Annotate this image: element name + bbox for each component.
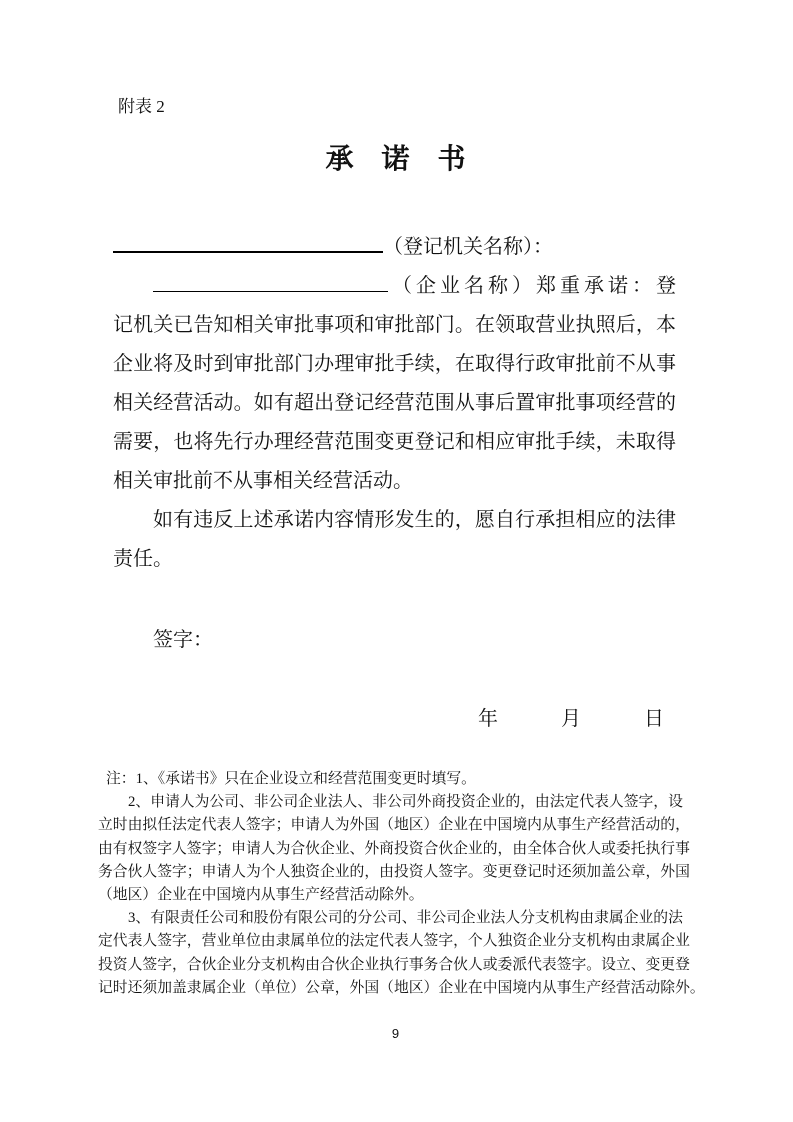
note-line: 3、有限责任公司和股份有限公司的分公司、非公司企业法人分支机构由隶属企业的法 xyxy=(128,910,683,927)
liability-paragraph: 如有违反上述承诺内容情形发生的，愿自行承担相应的法律责任。 xyxy=(113,509,676,570)
registry-name-blank-field[interactable] xyxy=(113,231,383,253)
note-line: 立时由拟任法定代表人签字；申请人为外国（地区）企业在中国境内从事生产经营活动的， xyxy=(98,817,690,834)
note-line: （地区）企业在中国境内从事生产经营活动除外。 xyxy=(98,887,424,904)
note-line: 投资人签字，合伙企业分支机构由合伙企业执行事务合伙人或委派代表签字。设立、变更登 xyxy=(98,956,690,973)
body-text xyxy=(113,228,676,739)
signature-label: 签字： xyxy=(153,629,213,651)
enterprise-promise-line xyxy=(113,267,676,306)
date-line xyxy=(478,700,676,739)
registry-authority-label: （登记机关名称）： xyxy=(383,236,553,258)
page-number: 9 xyxy=(391,1026,400,1041)
note-line: 注：1、《承诺书》只在企业设立和经营范围变更时填写。 xyxy=(106,771,476,787)
date-day-label: 日 xyxy=(644,708,664,730)
document-content xyxy=(98,0,705,1122)
note-line: 由有权签字人签字；申请人为合伙企业、外商投资合伙企业的，由全体合伙人或委托执行事 xyxy=(98,840,690,857)
notes-section xyxy=(98,768,705,1000)
page-title: 承 诺 书 xyxy=(325,144,466,175)
note-line: 2、申请人为公司、非公司企业法人、非公司外商投资企业的，由法定代表人签字，设 xyxy=(128,794,683,811)
date-month-label: 月 xyxy=(561,708,581,730)
appendix-label: 附表 2 xyxy=(118,97,165,116)
note-line: 记时还须加盖隶属企业（单位）公章，外国（地区）企业在中国境内从事生产经营活动除外。 xyxy=(98,979,705,996)
note-line: 务合伙人签字；申请人为个人独资企业的，由投资人签字。变更登记时还须加盖公章，外国 xyxy=(98,863,690,880)
enterprise-name-blank-field[interactable] xyxy=(153,271,388,292)
registry-authority-line xyxy=(113,228,676,267)
date-year-label: 年 xyxy=(478,708,498,730)
promise-paragraph: 记机关已告知相关审批事项和审批部门。在领取营业执照后，本企业将及时到审批部门办理审批手续，在取得行政审批前不从事相关经营活动。如有超出登记经营范围从事后置审批事项经营的需要，也将先行办理经营范围变更登记和相应审批手续，未取得相关审批前不从事相关经营活动。 xyxy=(113,314,676,492)
promise-intro-text: （企业名称）郑重承诺：登 xyxy=(388,275,676,297)
note-line: 定代表人签字，营业单位由隶属单位的法定代表人签字，个人独资企业分支机构由隶属企业 xyxy=(98,933,690,950)
